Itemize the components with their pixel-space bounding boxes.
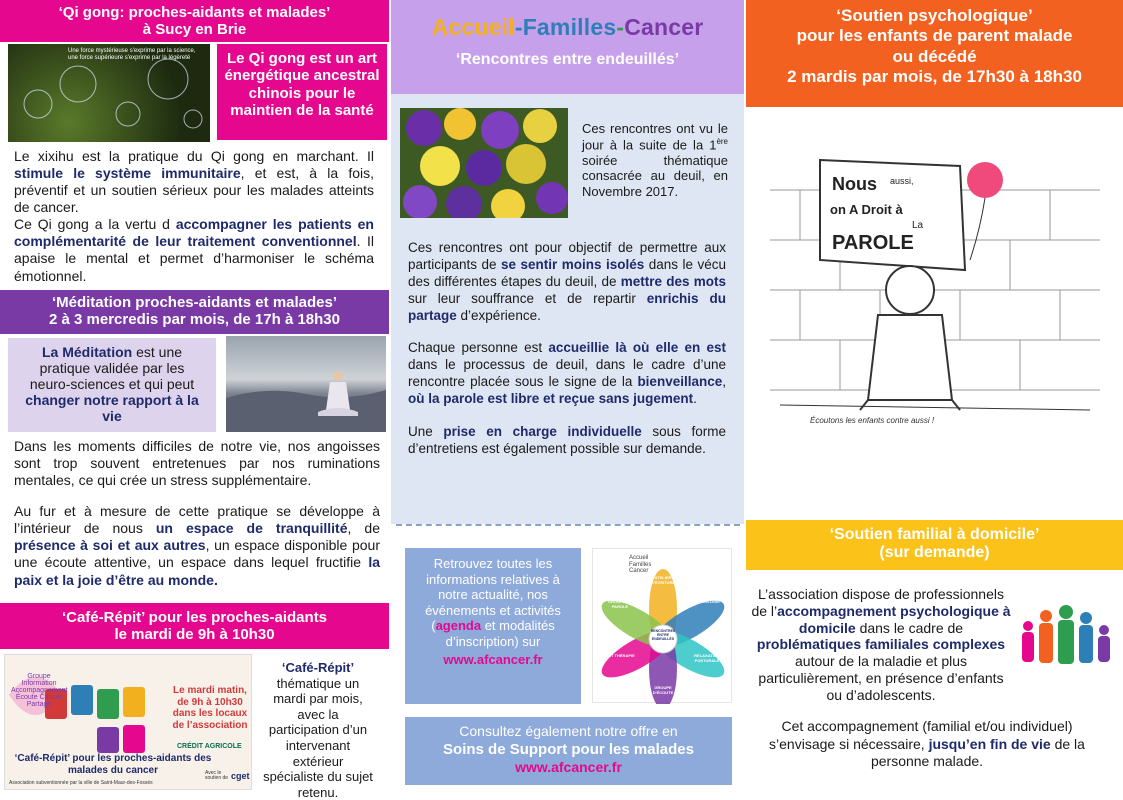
familial-title: ‘Soutien familial à domicile’ [829,526,1040,543]
qigong-p1: Le xixihu est la pratique du Qi gong en marchant. Il stimule le système immunitaire, et est, à la fois, préventif et un soutien sérieux pour les malades atteints de cancer. [14,148,374,216]
petal-2: SOPHROLOGIE [690,599,720,604]
flyer-bank: CRÉDIT AGRICOLE [177,743,242,750]
flyer-avec: Avec le soutien de [205,770,229,782]
support-line-1: Consultez également notre offre en [459,723,678,739]
cafe-text: ‘Café-Répit’ thématique un mardi par mois, avec la participation d’un intervenant extérieur spécialiste du sujet retenu. [263,660,373,800]
psy-header [746,0,1123,107]
qigong-text [14,148,374,285]
meditation-schedule: 2 à 3 mercredis par mois, de 17h à 18h30 [49,311,340,329]
qigong-box: Le Qi gong est un art énergétique ancestral chinois pour le maintien de la santé [217,44,387,140]
sign-la: La [912,220,924,231]
flyer-small: Association subventionnée par la ville de Saint-Maur-des-Fossés [9,780,153,786]
cafe-schedule: le mardi de 9h à 10h30 [114,626,275,644]
afc-p3: Une prise en charge individuelle sous forme d’entretiens est également possible sur demande. [408,423,726,456]
psy-subtitle-1: pour les enfants de parent malade [796,26,1073,46]
afc-header [391,0,744,94]
support-box [405,717,732,785]
familial-subtitle: (sur demande) [879,544,990,562]
petal-1: ATELIER D'ÉCRITURE [650,575,676,585]
qigong-location: à Sucy en Brie [142,21,247,39]
familial-p2: Cet accompagnement (familial et/ou individuel) s’envisage si nécessaire, jusqu’en fin de vie de la personne malade. [769,718,1085,769]
meditation-header [0,290,389,334]
qigong-header [0,0,389,42]
flower-petals [593,549,733,704]
afc-intro: Ces rencontres ont vu le jour à la suite de la 1ère soirée thématique consacrée au deuil, en Novembre 2017. [582,121,728,199]
meditation-p2: Au fur et à mesure de cette pratique se développe à l’intérieur de nous un espace de tranquillité, de présence à soi et aux autres, un espace disponible pour une écoute attentive, un espace dans lequel fructifie la paix et la joie d’être au monde. [14,503,381,588]
petal-4: GROUPE D'ÉCOUTE [652,685,674,695]
bubbles-caption: Une force mystérieuse s'exprime par la science, une force supérieure s'exprime par la légèreté [68,48,196,61]
psy-schedule: 2 mardis par mois, de 17h30 à 18h30 [787,67,1082,87]
petal-5: ART THÉRAPIE [605,653,635,658]
psy-title: ‘Soutien psychologique’ [836,6,1033,25]
cafe-header [0,603,389,649]
meditation-title: ‘Méditation proches-aidants et malades’ [51,294,338,311]
meditation-box: La Méditation est une pratique validée par les neuro-sciences et qui peut changer notre rapport à la vie [8,338,216,432]
bubbles-photo [8,44,210,142]
sign-parole: PAROLE [832,232,914,254]
meditating-woman-image [226,336,386,432]
meditation-text [14,438,380,589]
child-drawing [760,120,1110,450]
meditation-photo [226,336,386,432]
flyer-title: ‘Café-Répit’ pour les proches-aidants des malades du cancer [14,753,212,776]
info-box: Retrouvez toutes les informations relatives à notre actualité, nos événements et activités (agenda et modalités d’inscription) sur www.afcancer.fr [405,548,581,704]
afc-p1: Ces rencontres ont pour objectif de permettre aux participants de se sentir moins isolés dans le vécu des différentes étapes du deuil, de mettre des mots sur leur souffrance et de repartir enrichis du partage d’expérience. [408,240,726,323]
pansies-image [400,108,568,218]
info-url-link[interactable]: www.afcancer.fr [443,651,543,667]
flyer-red-text: Le mardi matin, de 9h à 10h30 dans les locaux de l’association [172,685,248,731]
afc-subtitle: ‘Rencontres entre endeuillés’ [455,51,680,68]
sign-aussi: aussi, [890,176,914,186]
flower-graphic [592,548,732,703]
afc-p2: Chaque personne est accueillie là où elle en est dans le processus de deuil, dans le cadre d’une rencontre placée sous le signe de la bienveillance, où la parole est libre et reçue sans jugement. [408,340,726,406]
support-url-link[interactable]: www.afcancer.fr [515,759,622,776]
family-figures [1018,600,1114,672]
dashed-divider [396,524,740,526]
afc-brand: Accueil-Familles-Cancer [431,14,704,40]
cafe-flyer [4,654,252,790]
family-icon [1018,600,1114,672]
petal-6: GROUPE DE PAROLE [607,599,632,609]
support-line-2: Soins de Support pour les malades [443,740,694,758]
child-sign-illustration [760,120,1110,450]
flower-center-label: RENCONTRES ENTRE ENDEUILLÉS [650,629,676,641]
afc-text [408,240,726,458]
sign-droit: on A Droit à [830,202,903,217]
petal-3: RELAXATION POSTURALE [694,653,720,663]
meditation-p1: Dans les moments difficiles de notre vie, nos angoisses sont trop souvent entretenues par nos ruminations mentales, ce qui crée un stress supplémentaire. [14,438,380,489]
flyer-cget-logo: cget [231,771,250,781]
familial-header [746,520,1123,570]
qigong-p2: Ce Qi gong a la vertu d accompagner les patients en complémentarité de leur traitement conventionnel. Il apaise le mental et permet d’harmoniser le schéma émotionnel. [14,216,375,284]
drawing-caption: Écoutons les enfants contre aussi ! [810,416,935,425]
qigong-title: ‘Qi gong: proches-aidants et malades’ [58,4,331,21]
familial-p1: L’association dispose de professionnels de l’accompagnement psychologique à domicile dans le cadre de problématiques familiales complexes autour de la maladie et plus particulièrement, en présence d’enfants ou d’adolescents. [751,586,1011,703]
cafe-title: ‘Café-Répit’ pour les proches-aidants [61,609,328,626]
sign-nous: Nous [832,174,877,194]
flyer-words: Groupe Information Accompagnement Écoute Cancer Partage [11,673,68,708]
pansies-photo [400,108,568,218]
psy-subtitle-2: ou décédé [892,46,977,66]
flower-title: Accueil Familles Cancer [629,555,652,575]
